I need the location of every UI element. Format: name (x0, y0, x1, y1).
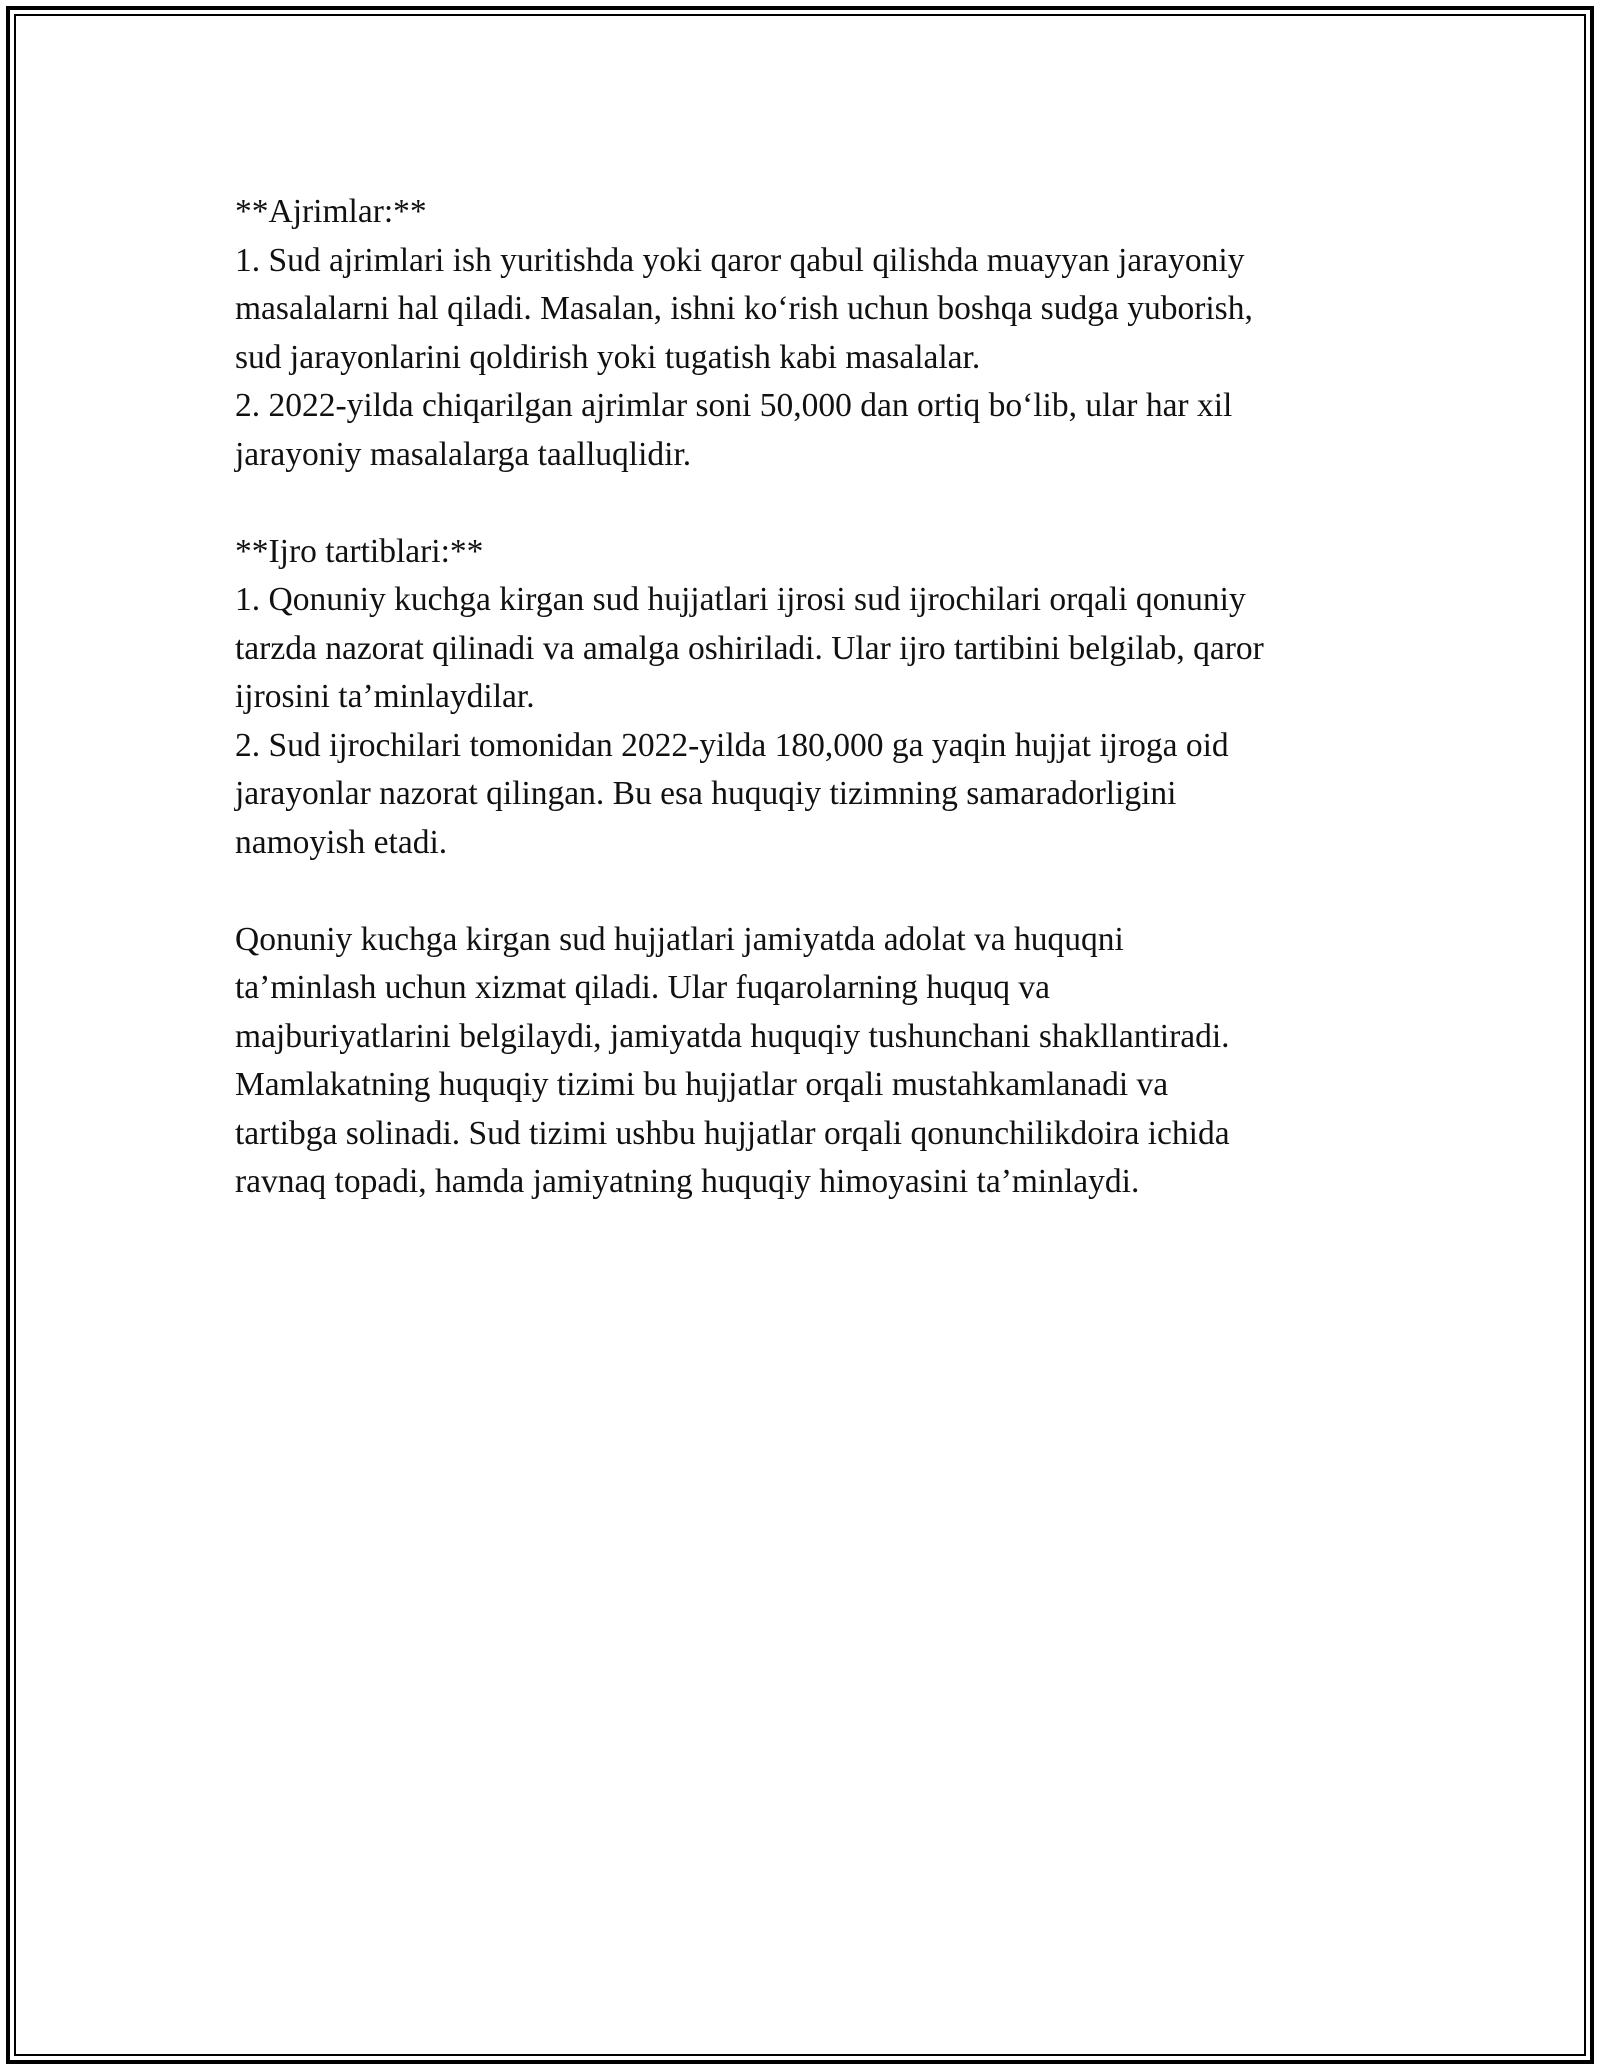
text-line: namoyish etadi. (235, 823, 448, 861)
text-line: 2. 2022-yilda chiqarilgan ajrimlar soni 50,000 dan ortiq bo‘lib, ular har xil (235, 387, 1233, 424)
text-line: masalalarni hal qiladi. Masalan, ishni ko‘rish uchun boshqa sudga yuborish, (235, 290, 1253, 327)
section-heading-ajrimlar: **Ajrimlar:** (235, 193, 427, 230)
text-line: jarayoniy masalalarga taalluqlidir. (235, 435, 692, 473)
text-line: sud jarayonlarini qoldirish yoki tugatish kabi masalalar. (235, 338, 981, 376)
conclusion-line: majburiyatlarini belgilaydi, jamiyatda huquqiy tushunchani shakllantiradi. (235, 1017, 1230, 1055)
conclusion-line: Mamlakatning huquqiy tizimi bu hujjatlar orqali mustahkamlanadi va (235, 1066, 1169, 1103)
document-body (235, 188, 1385, 1207)
conclusion-line: tartibga solinadi. Sud tizimi ushbu hujjatlar orqali qonunchilikdoira ichida (235, 1114, 1230, 1152)
conclusion-line: ta’minlash uchun xizmat qiladi. Ular fuqarolarning huquq va (235, 969, 1050, 1006)
section-heading-ijro-tartiblari: **Ijro tartiblari:** (235, 532, 484, 570)
text-line: tarzda nazorat qilinadi va amalga oshiriladi. Ular ijro tartibini belgilab, qaror (235, 629, 1264, 667)
text-line: 1. Qonuniy kuchga kirgan sud hujjatlari ijrosi sud ijrochilari orqali qonuniy (235, 581, 1246, 618)
text-line: jarayonlar nazorat qilingan. Bu esa huquqiy tizimning samaradorligini (235, 775, 1177, 812)
conclusion-line: ravnaq topadi, hamda jamiyatning huquqiy himoyasini ta’minlaydi. (235, 1163, 1140, 1200)
paragraph-gap (235, 479, 1385, 528)
text-line: 2. Sud ijrochilari tomonidan 2022-yilda 180,000 ga yaqin hujjat ijroga oid (235, 726, 1229, 764)
conclusion-line: Qonuniy kuchga kirgan sud hujjatlari jamiyatda adolat va huquqni (235, 920, 1124, 958)
text-line: ijrosini ta’minlaydilar. (235, 678, 535, 715)
paragraph-gap (235, 867, 1385, 916)
text-line: 1. Sud ajrimlari ish yuritishda yoki qaror qabul qilishda muayyan jarayoniy (235, 241, 1245, 279)
